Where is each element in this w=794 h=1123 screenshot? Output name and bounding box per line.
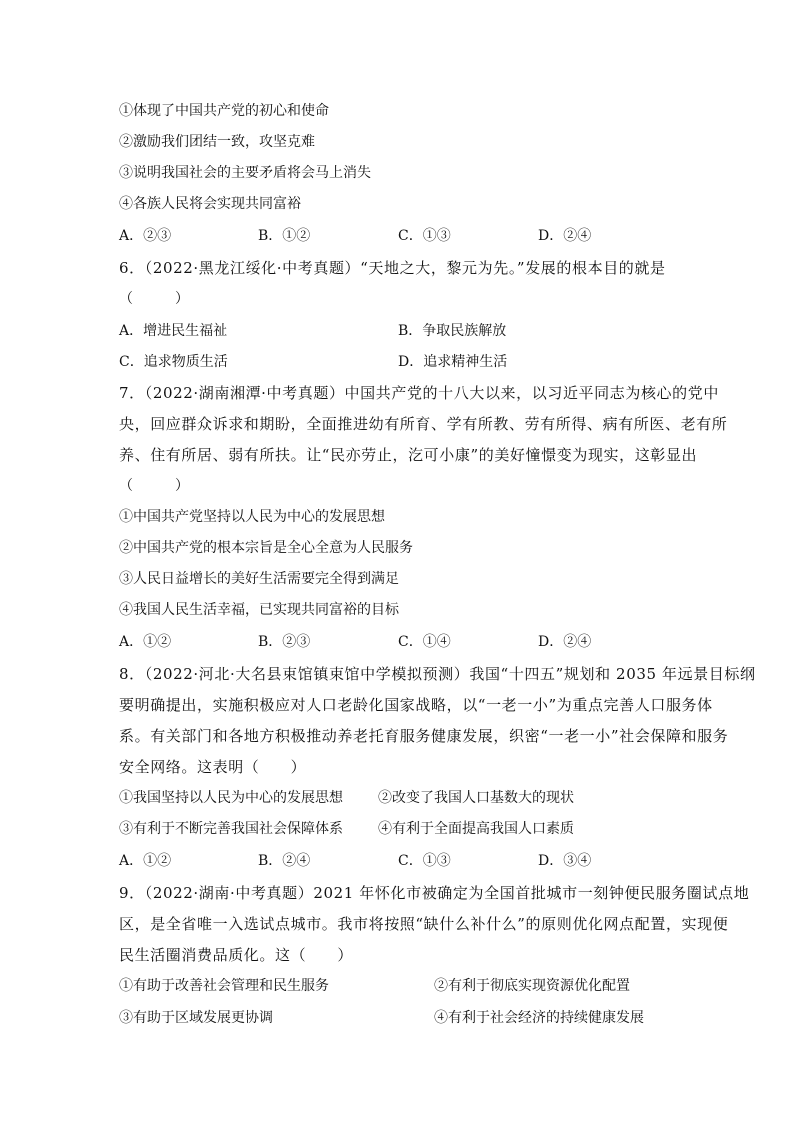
- q8-statement-1: ①我国坚持以人民为中心的发展思想: [119, 790, 343, 806]
- q7-statement-3: ③人民日益增长的美好生活需要完全得到满足: [119, 571, 399, 587]
- q8-option-b[interactable]: B．②④: [258, 853, 311, 869]
- q8-stem-line: 8．（2022·河北·大名县束馆镇束馆中学模拟预测）我国“十四五”规划和 2035 年远景目标纲: [119, 665, 756, 683]
- statement-4: ④各族人民将会实现共同富裕: [119, 196, 301, 212]
- q7-option-c[interactable]: C．①④: [398, 634, 451, 650]
- option-a[interactable]: A．②③: [119, 228, 172, 244]
- q7-statement-4: ④我国人民生活幸福，已实现共同富裕的目标: [119, 602, 399, 618]
- statement-2: ②激励我们团结一致，攻坚克难: [119, 134, 315, 150]
- q7-statement-2: ②中国共产党的根本宗旨是全心全意为人民服务: [119, 540, 413, 556]
- q7-statement-1: ①中国共产党坚持以人民为中心的发展思想: [119, 509, 385, 525]
- q9-stem-line: 区，是全省唯一入选试点城市。我市将按照“缺什么补什么”的原则优化网点配置，实现便: [119, 915, 729, 933]
- q6-answer-blank: （ ）: [119, 291, 189, 307]
- q7-stem-line: 央，回应群众诉求和期盼，全面推进幼有所育、学有所教、劳有所得、病有所医、老有所: [119, 415, 728, 433]
- q8-option-d[interactable]: D．③④: [538, 853, 592, 869]
- q6-option-a[interactable]: A．增进民生福祉: [119, 323, 228, 339]
- q7-stem-line: 养、住有所居、弱有所扶。让“民亦劳止，汔可小康”的美好憧憬变为现实，这彰显出: [119, 446, 698, 464]
- q7-option-d[interactable]: D．②④: [538, 634, 592, 650]
- q9-statement-3: ③有助于区域发展更协调: [119, 1010, 273, 1026]
- q8-statement-3: ③有利于不断完善我国社会保障体系: [119, 821, 343, 837]
- statement-1: ①体现了中国共产党的初心和使命: [119, 103, 329, 119]
- q8-option-a[interactable]: A．①②: [119, 853, 172, 869]
- q6-option-b[interactable]: B．争取民族解放: [398, 323, 507, 339]
- q9-statement-4: ④有利于社会经济的持续健康发展: [434, 1010, 644, 1026]
- q9-stem-line: 9．（2022·湖南·中考真题）2021 年怀化市被确定为全国首批城市一刻钟便民服务圈试点地: [119, 884, 750, 902]
- q6-option-c[interactable]: C．追求物质生活: [119, 354, 228, 370]
- q8-stem-line: 要明确提出，实施积极应对人口老龄化国家战略，以“一老一小”为重点完善人口服务体: [119, 696, 713, 714]
- option-c[interactable]: C．①③: [398, 228, 451, 244]
- option-d[interactable]: D．②④: [538, 228, 592, 244]
- q6-stem: 6．（2022·黑龙江绥化·中考真题）“天地之大，黎元为先。”发展的根本目的就是: [119, 259, 666, 277]
- q7-stem-line: 7．（2022·湖南湘潭·中考真题）中国共产党的十八大以来，以习近平同志为核心的党中: [119, 384, 719, 402]
- q6-option-d[interactable]: D．追求精神生活: [398, 354, 508, 370]
- q7-answer-blank: （ ）: [119, 478, 189, 494]
- q8-statement-2: ②改变了我国人口基数大的现状: [378, 790, 574, 806]
- option-b[interactable]: B．①②: [258, 228, 311, 244]
- q9-stem-line: 民生活圈消费品质化。这（ ）: [119, 946, 354, 964]
- q9-statement-2: ②有利于彻底实现资源优化配置: [434, 978, 630, 994]
- q8-stem-line: 系。有关部门和各地方积极推动养老托育服务健康发展，织密“一老一小”社会保障和服务: [119, 727, 729, 745]
- q8-option-c[interactable]: C．①③: [398, 853, 451, 869]
- q8-stem-line: 安全网络。这表明（ ）: [119, 758, 307, 776]
- q8-statement-4: ④有利于全面提高我国人口素质: [378, 821, 574, 837]
- q9-statement-1: ①有助于改善社会管理和民生服务: [119, 978, 329, 994]
- statement-3: ③说明我国社会的主要矛盾将会马上消失: [119, 165, 371, 181]
- q7-option-b[interactable]: B．②③: [258, 634, 311, 650]
- q7-option-a[interactable]: A．①②: [119, 634, 172, 650]
